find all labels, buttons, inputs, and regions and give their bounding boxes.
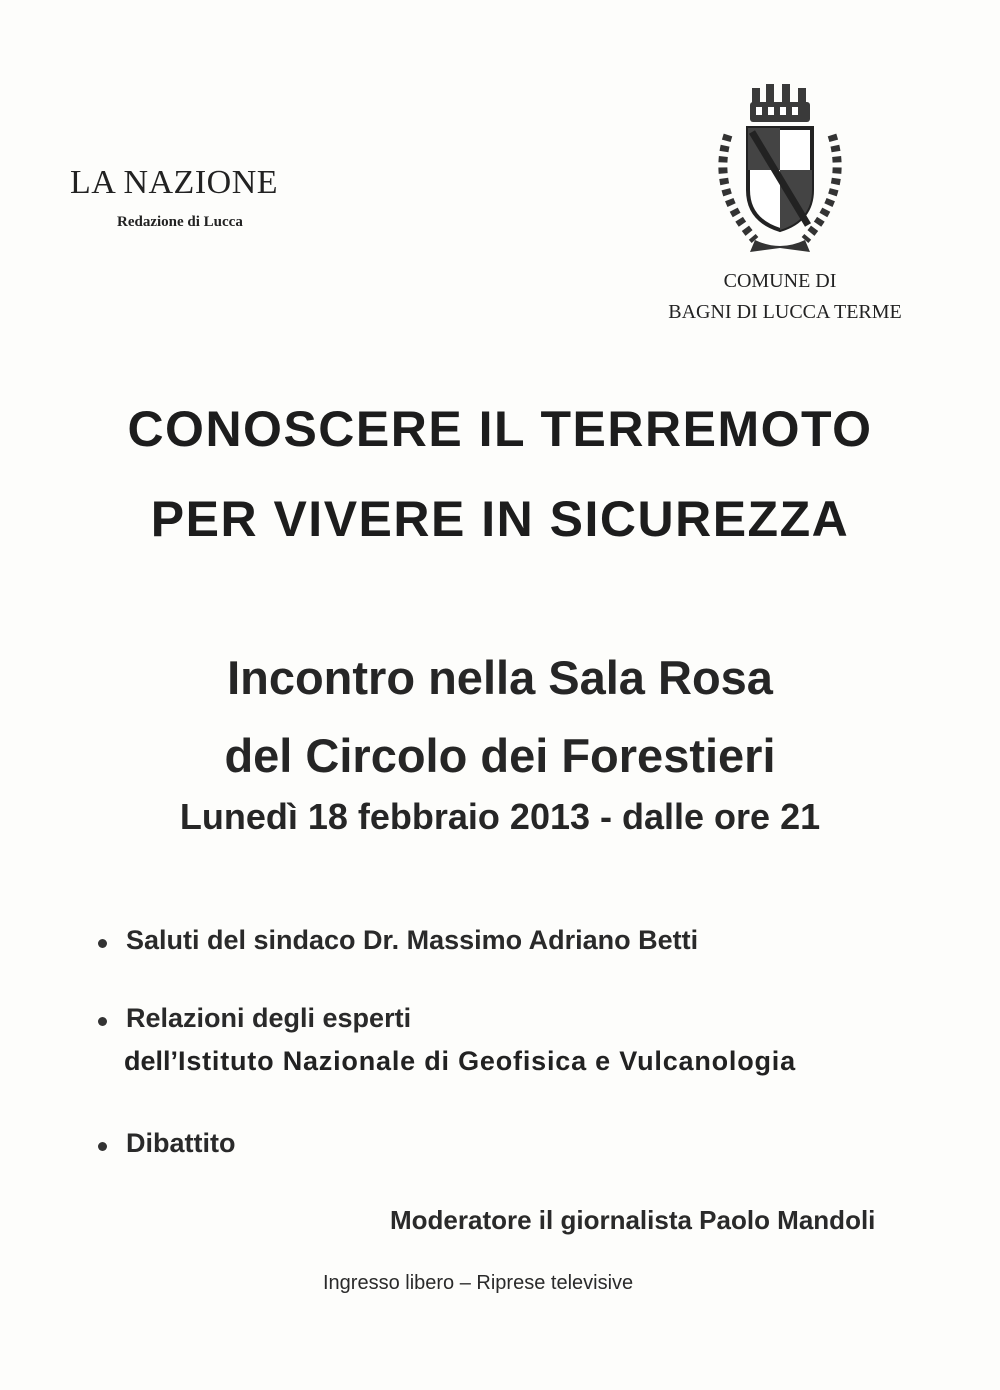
institute-prefix: dell’: [124, 1046, 179, 1076]
bullet-icon: [98, 939, 107, 948]
moderator-line: Moderatore il giornalista Paolo Mandoli: [390, 1205, 876, 1235]
institute-name: Istituto Nazionale di Geofisica e Vulcanologia: [178, 1046, 796, 1076]
footer-note: Ingresso libero – Riprese televisive: [323, 1272, 634, 1294]
event-date: Lunedì 18 febbraio 2013 - dalle ore 21: [179, 796, 821, 837]
headline-line-2: PER VIVERE IN SICUREZZA: [150, 491, 850, 547]
bullet-icon: [98, 1142, 107, 1151]
comune-label: COMUNE DI: [723, 270, 837, 292]
program-item-debate: Dibattito: [126, 1128, 236, 1158]
program-item-greetings: Saluti del sindaco Dr. Massimo Adriano Betti: [126, 925, 699, 955]
comune-name: BAGNI DI LUCCA TERME: [668, 301, 902, 323]
program-item-reports: Relazioni degli esperti: [126, 1003, 412, 1033]
coat-of-arms-icon: [700, 80, 860, 260]
event-venue-line-1: Incontro nella Sala Rosa: [227, 651, 773, 704]
event-venue-line-2: del Circolo dei Forestieri: [224, 729, 776, 782]
program-item-institute: [124, 1046, 796, 1077]
headline-line-1: CONOSCERE IL TERREMOTO: [127, 401, 873, 457]
bullet-icon: [98, 1017, 107, 1026]
newspaper-subtitle: Redazione di Lucca: [117, 214, 243, 230]
newspaper-name: LA NAZIONE: [70, 164, 279, 201]
